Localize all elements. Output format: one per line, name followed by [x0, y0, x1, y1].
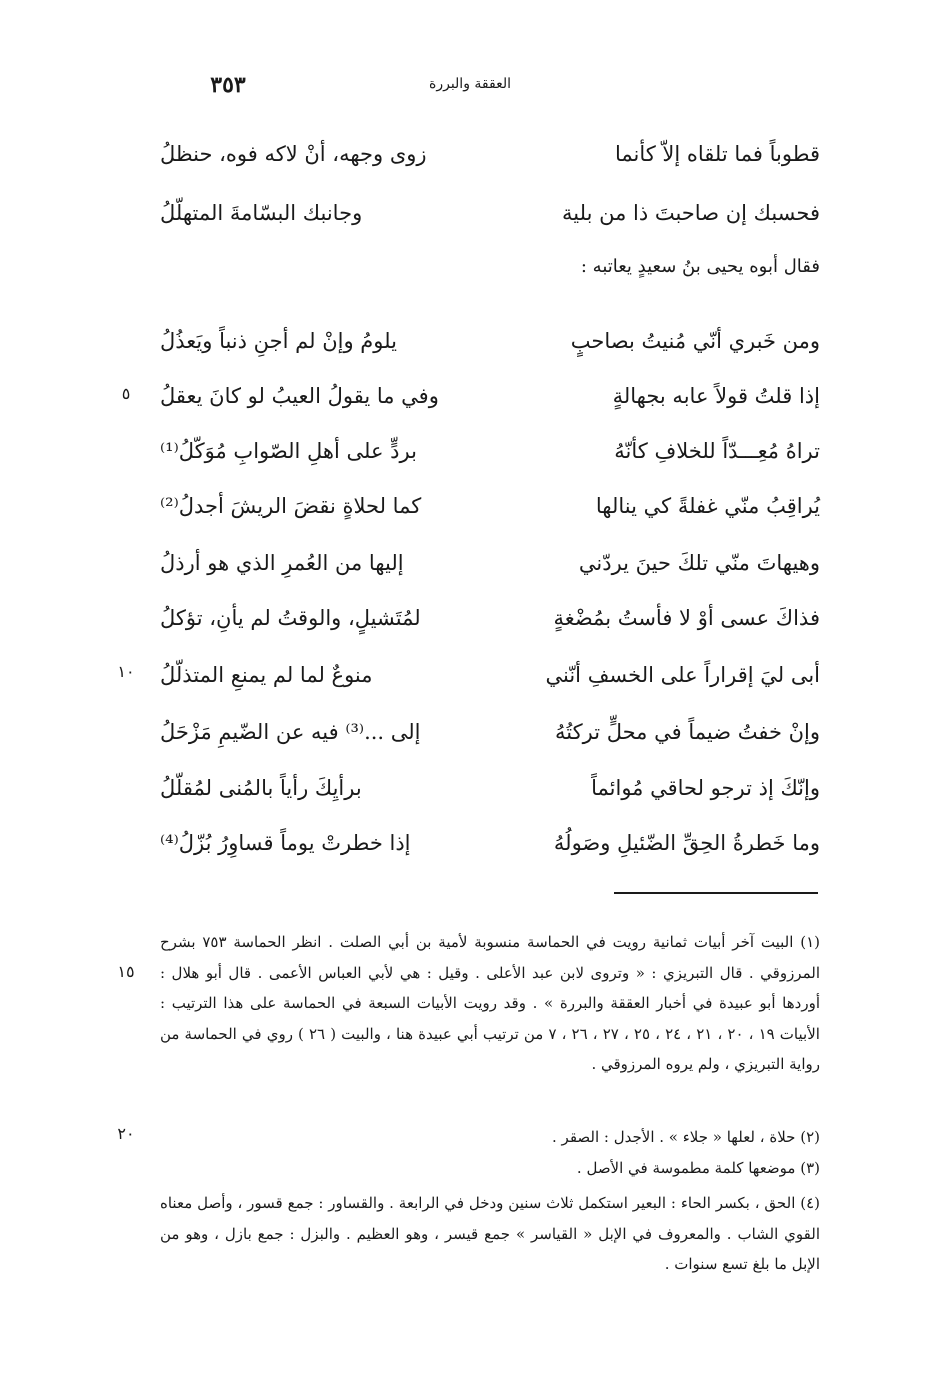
footnote: (١) البيت آخر أبيات ثمانية رويت في الحماسة منسوبة لأمية بن أبي الصلت . انظر الحماسة ٧٥٣ بشرح المرزوقي . قال التبريزي : « وتروى لابن عبد الأعلى . وقيل : هي لأبي العباس الأعمى . قال أبو هلال : أوردها أبو عبيدة في أخبار العققة والبررة » . وقد رويت الأبيات السبعة في الحماسة على هذا الترتيب : الأبيات ١٩ ، ٢٠ ، ٢١ ، ٢٤ ، ٢٥ ، ٢٧ ، ٢٦ ، ٧ من ترتيب أبي عبيدة هنا ، والبيت ( ٢٦ ) روي في الحماسة من رواية التبريزي ، ولم يروه المرزوقي . [160, 933, 820, 1073]
hemistich-second: منوعٌ لما لم يمنعِ المتذلّلُ [160, 663, 373, 687]
hemistich-second: إلى ...⁽³⁾ فيه عن الضّيمِ مَزْحَلُ [160, 720, 421, 744]
line-marker: ٢٠ [117, 1124, 135, 1143]
verse-line [160, 655, 820, 695]
verse-line [160, 823, 820, 863]
hemistich-first: وإنْ خفتُ ضيماً في محلٍّ تركتُهُ [555, 720, 820, 744]
hemistich-second: يلومُ وإنْ لم أجنِ ذنباً ويَعذُلُ [160, 329, 397, 353]
hemistich-first: وهيهاتَ منّي تلكَ حينَ يردّني [578, 551, 820, 575]
verse-line [160, 543, 820, 583]
hemistich-first: تراهُ مُعِـــدّاً للخلافِ كأنّهُ [614, 439, 820, 463]
verse-line [160, 598, 820, 638]
hemistich-first: قطوباً فما تلقاه إلاّ كأنما [614, 142, 820, 166]
intro-line: فقال أبوه يحيى بنُ سعيدٍ يعاتبه : [580, 256, 820, 277]
line-marker: ١٥ [117, 962, 135, 981]
running-title: العققة والبررة [429, 76, 511, 92]
footnote: (٤) الحق ، بكسر الحاء : البعير استكمل ثلاث سنين ودخل في الرابعة . والقساور : جمع قسور ، وأصل معناه القوي الشاب . والمعروف في الإبل « القياسر » جمع قيسر ، وهو العظيم . والبزل : جمع بازل ، وهو من الإبل ما بلغ تسع سنوات . [160, 1194, 820, 1273]
hemistich-second: وفي ما يقولُ العيبُ لو كانَ يعقلُ [160, 384, 439, 408]
hemistich-first: أبى ليَ إقراراً على الخسفِ أنّني [545, 663, 820, 687]
hemistich-second: برأيِكَ رأياً بالمُنى لمُقلّلُ [160, 776, 362, 800]
hemistich-first: ومن خَبري أنّي مُنيتُ بصاحبٍ [570, 329, 820, 353]
hemistich-first: إذا قلتُ قولاً عابه بجهالةٍ [612, 384, 820, 408]
verse-line [160, 193, 820, 233]
hemistich-second: بردٍّ على أهلِ الصّوابِ مُوَكّلُ⁽¹⁾ [160, 439, 417, 463]
hemistich-first: فذاكَ عسى أوْ لا فأستُ بمُضْغةٍ [553, 606, 820, 630]
hemistich-second: لمُتَشيلٍ، والوقتُ لم يأنِ، تؤكلُ [160, 606, 421, 630]
verse-line [160, 134, 820, 174]
footnote: (٣) موضعها كلمة مطموسة في الأصل . [576, 1159, 820, 1177]
verse-line [160, 712, 820, 752]
line-marker: ٥ [121, 384, 131, 403]
page-number: ٣٥٣ [210, 72, 246, 98]
verse-line [160, 768, 820, 808]
verse-line [160, 486, 820, 526]
hemistich-first: فحسبك إن صاحبتَ ذا من بلية [562, 201, 820, 225]
footnote-separator [614, 892, 818, 894]
hemistich-first: وما خَطرةُ الحِقِّ الضّئيلِ وصَولُهُ [553, 831, 820, 855]
hemistich-second: زوى وجهه، أنْ لاكه فوه، حنظلُ [160, 142, 427, 166]
hemistich-first: وإنّكَ إذ ترجو لحاقي مُوائماً [591, 776, 820, 800]
verse-line [160, 376, 820, 416]
verse-line [160, 321, 820, 361]
hemistich-second: وجانبك البسّامةَ المتهلّلُ [160, 201, 363, 225]
hemistich-first: يُراقِبُ منّي غفلةً كي ينالها [595, 494, 820, 518]
verse-line [160, 431, 820, 471]
line-marker: ١٠ [117, 662, 135, 681]
hemistich-second: إليها من العُمرِ الذي هو أرذلُ [160, 551, 404, 575]
hemistich-second: كما لحلاةٍ نقضَ الريشَ أجدلُ⁽²⁾ [160, 494, 422, 518]
footnote: (٢) حلاة ، لعلها « جلاء » . الأجدل : الصقر . [552, 1128, 820, 1146]
hemistich-second: إذا خطرتْ يوماً قساوِرُ بُزّلُ⁽⁴⁾ [160, 831, 411, 855]
